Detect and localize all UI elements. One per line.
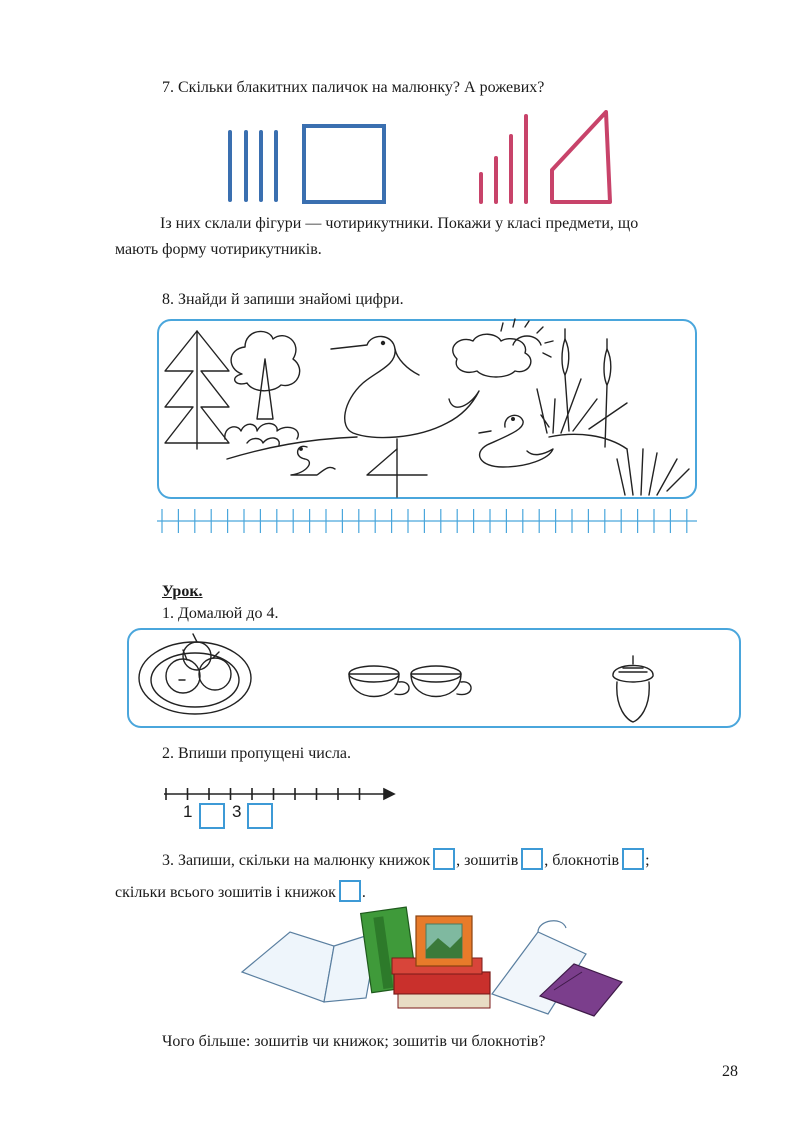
writing-grid: [157, 509, 697, 533]
cloud-sun-icon: [453, 319, 553, 377]
task3-text-notepads: , блокнотів: [544, 852, 620, 869]
cups-icon: [349, 666, 471, 697]
pink-sticks: [481, 116, 526, 202]
number-line: [162, 782, 402, 822]
sticks-illustration: [0, 110, 800, 210]
answer-box-notebooks[interactable]: [521, 848, 543, 870]
acorn-icon: [613, 656, 653, 722]
task3-period: .: [361, 884, 366, 901]
blue-sticks: [230, 132, 276, 200]
task8-question: 8. Знайди й запиши знайомі цифри.: [162, 291, 404, 308]
page-number: 28: [722, 1063, 738, 1080]
answer-box-books[interactable]: [433, 848, 455, 870]
task7-question: 7. Скільки блакитних паличок на малюнку? А рожевих?: [162, 79, 545, 96]
picture-frame-icon: [416, 916, 472, 966]
books-notebooks-illustration: [238, 902, 628, 1022]
answer-box-total[interactable]: [339, 880, 361, 902]
numberline-label-1: 1: [183, 802, 193, 821]
reeds-icon: [537, 329, 689, 495]
plate-apples-icon: [139, 634, 251, 714]
numberline-label-3: 3: [232, 802, 242, 821]
task7-text-line1: Із них склали фігури — чотирикутники. Покажи у класі предмети, що: [160, 215, 639, 232]
duck-icon: [479, 415, 553, 467]
pink-quadrilateral: [552, 112, 610, 202]
answer-box-notepads[interactable]: [622, 848, 644, 870]
missing-number-box-4[interactable]: [247, 803, 273, 829]
round-tree-icon: [231, 331, 300, 419]
task3-semicolon: ;: [645, 852, 650, 869]
lesson-heading: Урок.: [162, 583, 203, 600]
lesson-task1: 1. Домалюй до 4.: [162, 605, 279, 622]
task3-text-total: скільки всього зошитів і книжок: [115, 884, 336, 901]
lesson-task3-line1: [162, 848, 650, 871]
open-notebook-icon: [242, 932, 378, 1002]
task3-text-books: 3. Запиши, скільки на малюнку книжок: [162, 852, 431, 869]
draw-to-four-picture: [127, 628, 741, 728]
lesson-task2: 2. Впиши пропущені числа.: [162, 745, 352, 762]
missing-number-box-2[interactable]: [199, 803, 225, 829]
task3-text-notebooks: , зошитів: [456, 852, 519, 869]
hidden-digits-picture: [157, 319, 697, 499]
blue-square: [304, 126, 384, 202]
lesson-question-more: Чого більше: зошитів чи книжок; зошитів чи блокнотів?: [162, 1033, 546, 1050]
task7-text-line2: мають форму чотирикутників.: [115, 241, 322, 258]
fir-tree-icon: [165, 331, 229, 449]
lesson-task3-line2: [115, 880, 366, 903]
